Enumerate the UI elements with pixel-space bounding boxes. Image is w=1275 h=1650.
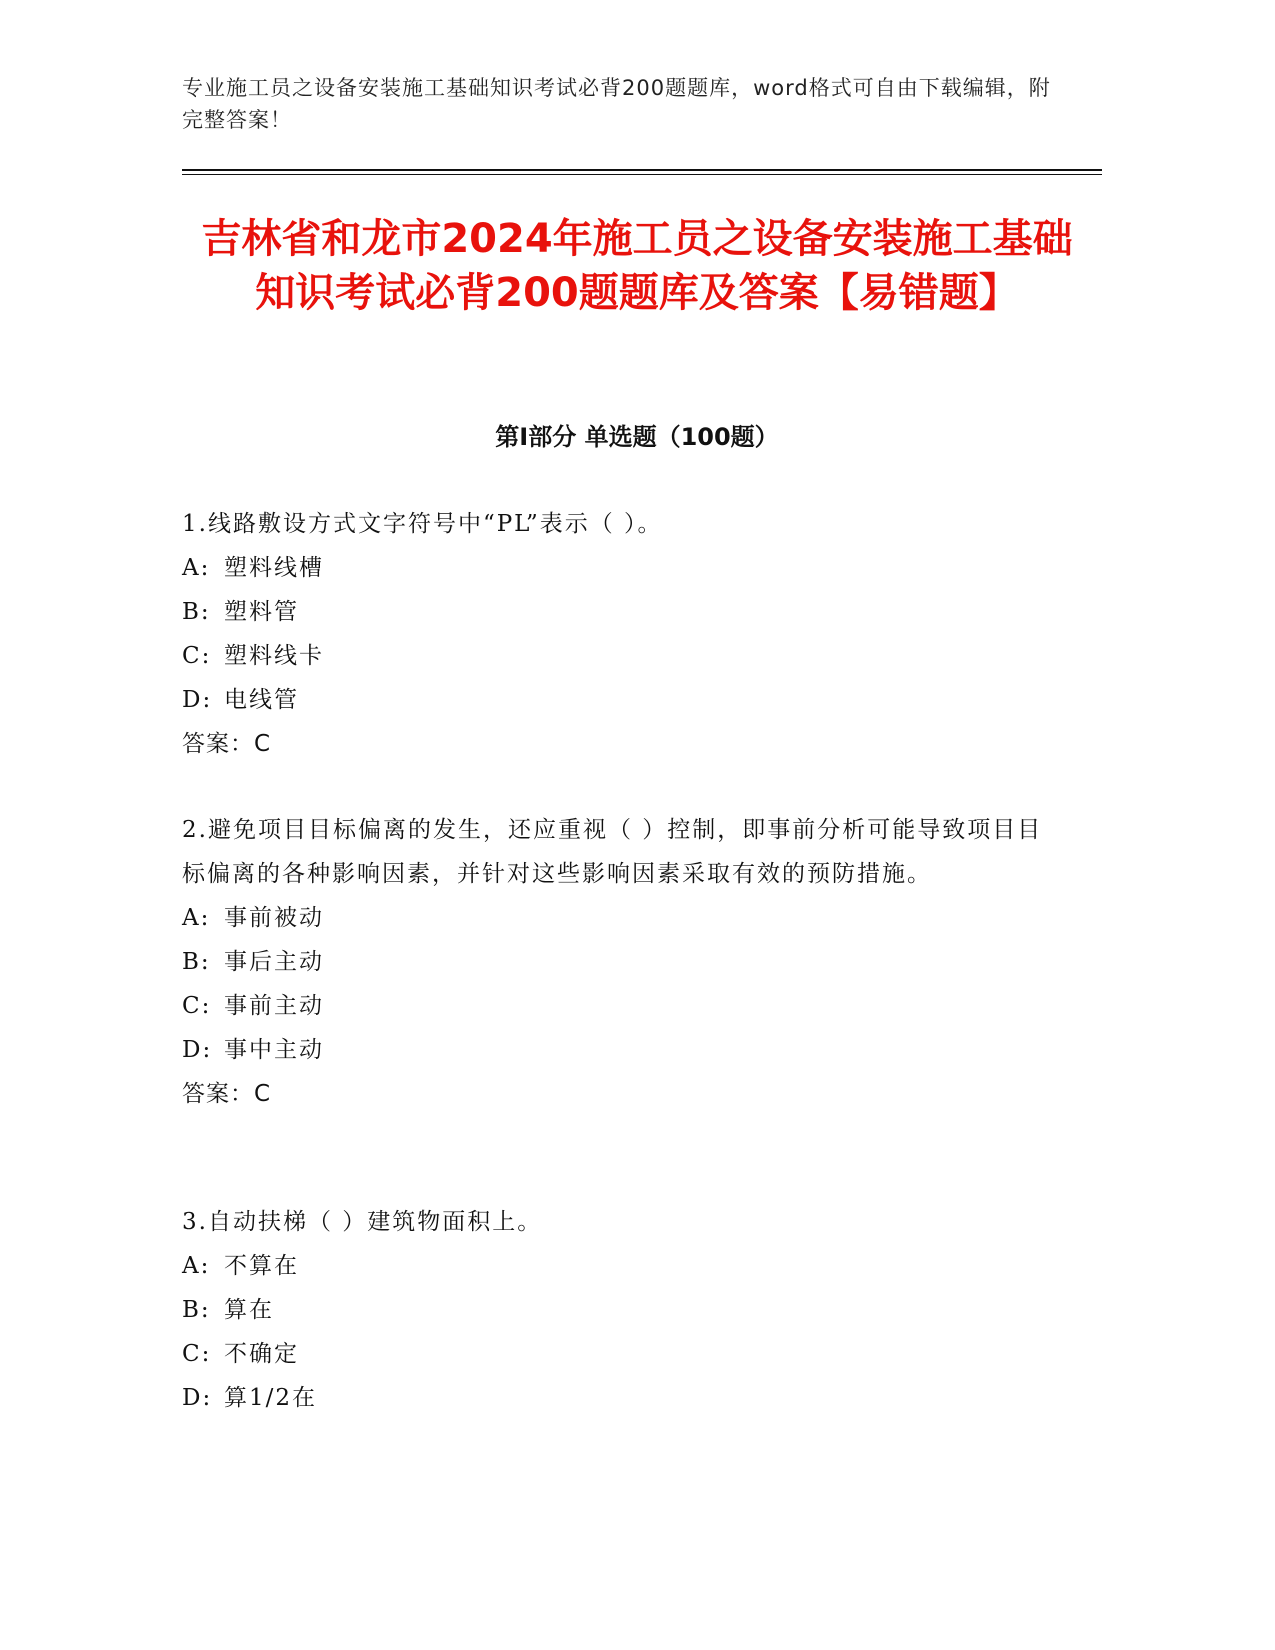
header-rule-thick xyxy=(182,169,1102,171)
header-rule-thin xyxy=(182,174,1102,175)
option-text: 事后主动 xyxy=(224,949,324,975)
option-label: A: xyxy=(182,905,211,931)
option-a xyxy=(182,1244,1062,1288)
answer-line: 答案：C xyxy=(182,1081,272,1107)
option-text: 算1/2在 xyxy=(224,1385,318,1411)
option-label: C: xyxy=(182,1341,212,1367)
option-text: 不确定 xyxy=(224,1341,299,1367)
option-c xyxy=(182,1332,1062,1376)
question-stem: 3.自动扶梯（ ）建筑物面积上。 xyxy=(182,1209,543,1235)
option-text: 算在 xyxy=(224,1297,274,1323)
option-label: B: xyxy=(182,1297,211,1323)
option-text: 事前被动 xyxy=(224,905,324,931)
option-b xyxy=(182,1288,1062,1332)
option-b xyxy=(182,590,1062,634)
option-a xyxy=(182,546,1062,590)
option-c xyxy=(182,634,1062,678)
header-note: 专业施工员之设备安装施工基础知识考试必背200题题库，word格式可自由下载编辑，附完整答案！ xyxy=(182,76,1051,132)
document-title: 吉林省和龙市2024年施工员之设备安装施工基础知识考试必背200题题库及答案【易错题】 xyxy=(201,216,1073,316)
option-label: B: xyxy=(182,949,211,975)
option-text: 不算在 xyxy=(224,1253,299,1279)
option-text: 塑料管 xyxy=(224,599,299,625)
option-text: 电线管 xyxy=(224,687,299,713)
option-b xyxy=(182,940,1062,984)
option-c xyxy=(182,984,1062,1028)
option-label: B: xyxy=(182,599,211,625)
option-label: C: xyxy=(182,993,212,1019)
option-label: D: xyxy=(182,1037,213,1063)
question-1 xyxy=(182,502,1062,766)
question-stem: 1.线路敷设方式文字符号中“PL”表示（ ）。 xyxy=(182,511,663,537)
option-text: 事中主动 xyxy=(224,1037,324,1063)
option-d xyxy=(182,678,1062,722)
option-label: A: xyxy=(182,555,211,581)
option-label: D: xyxy=(182,687,213,713)
question-2 xyxy=(182,808,1062,1116)
section-heading: 第I部分 单选题（100题） xyxy=(495,423,779,451)
answer-line: 答案：C xyxy=(182,731,272,757)
question-stem: 2.避免项目目标偏离的发生，还应重视（ ）控制，即事前分析可能导致项目目标偏离的各种影响因素，并针对这些影响因素采取有效的预防措施。 xyxy=(182,817,1043,887)
option-d xyxy=(182,1028,1062,1072)
option-d xyxy=(182,1376,1062,1420)
option-label: C: xyxy=(182,643,212,669)
question-3 xyxy=(182,1200,1062,1420)
option-a xyxy=(182,896,1062,940)
option-label: A: xyxy=(182,1253,211,1279)
option-text: 塑料线槽 xyxy=(224,555,324,581)
option-text: 塑料线卡 xyxy=(224,643,324,669)
option-text: 事前主动 xyxy=(224,993,324,1019)
option-label: D: xyxy=(182,1385,213,1411)
